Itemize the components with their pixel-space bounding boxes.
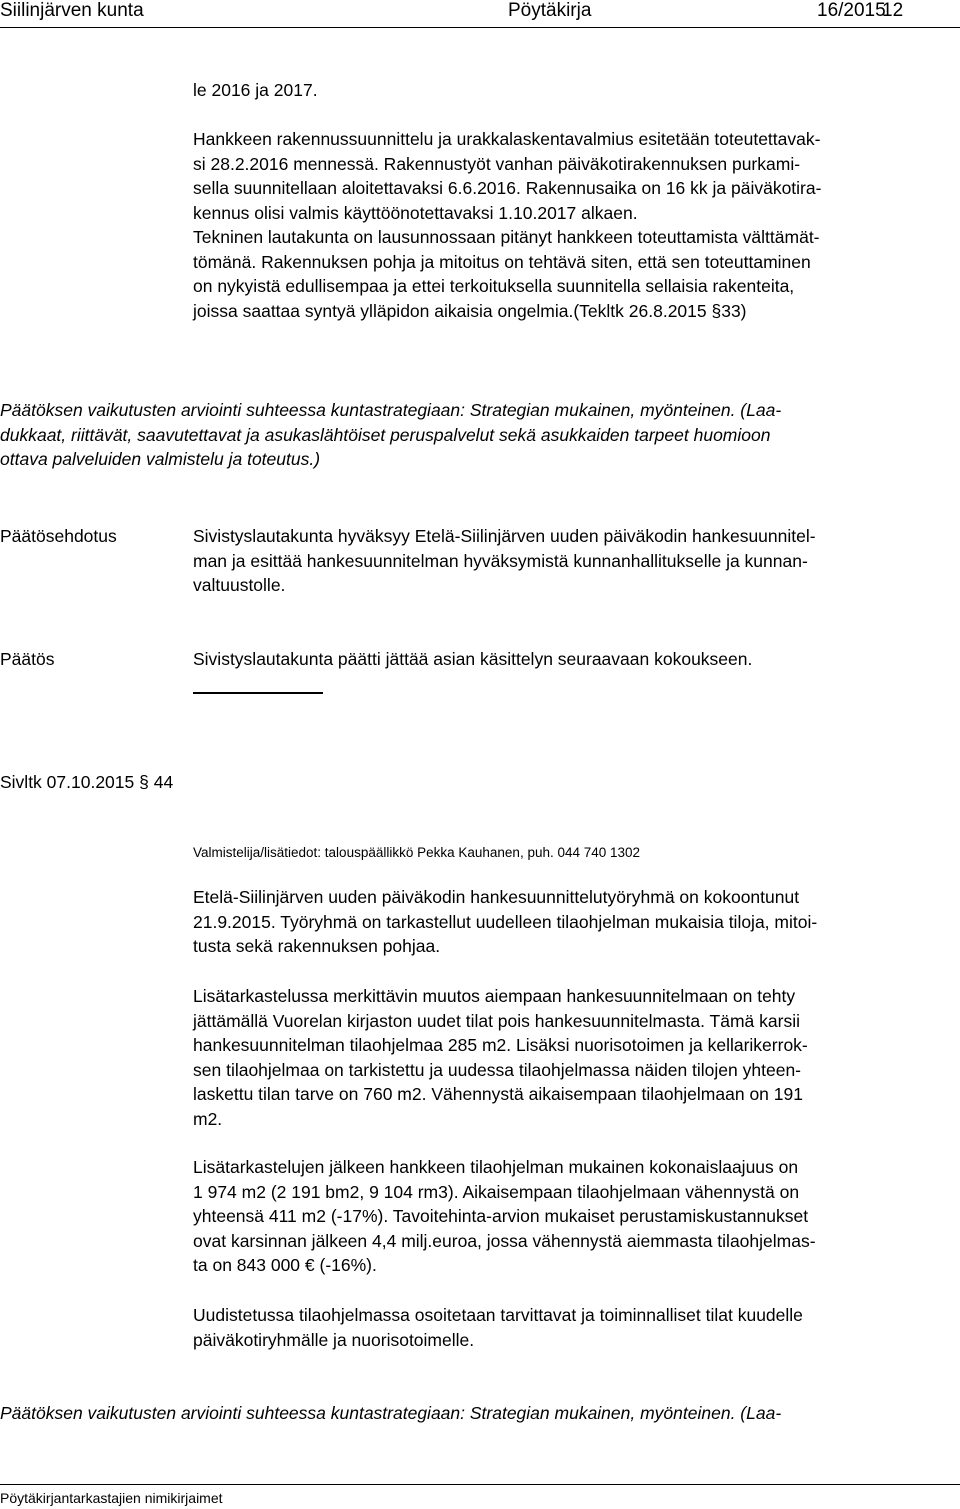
paragraph-impact-assessment	[0, 398, 781, 472]
paragraph-timeline-end	[193, 78, 318, 103]
label-proposal: Päätösehdotus	[0, 526, 117, 546]
text-line: kennus olisi valmis käyttöönotettavaksi 1.10.2017 alkaen.	[193, 202, 638, 223]
text-line: laskettu tilan tarve on 760 m2. Vähennystä aikaisempaan tilaohjelmaan on 191	[193, 1084, 803, 1104]
text-line: ottava palveluiden valmistelu ja toteutus.)	[0, 449, 321, 469]
text-line: Tekninen lautakunta on lausunnossaan pitänyt hankkeen toteuttamista välttämät-	[193, 227, 820, 247]
header-page-number: 12	[882, 0, 904, 21]
text-line: hankesuunnitelman tilaohjelmaa 285 m2. Lisäksi nuorisotoimen ja kellarikerrok-	[193, 1035, 808, 1055]
text-line: joissa saattaa syntyä ylläpidon aikaisia ongelmia.(Tekltk 26.8.2015 §33)	[193, 300, 747, 321]
footer-divider	[0, 1484, 960, 1485]
text-line: tusta sekä rakennuksen pohjaa.	[193, 936, 441, 956]
paragraph-schedule	[193, 127, 821, 225]
text-line: le 2016 ja 2017.	[193, 80, 318, 100]
footer-signatures-label: Pöytäkirjantarkastajien nimikirjaimet	[0, 1490, 223, 1506]
paragraph-changes	[193, 984, 808, 1131]
preparer-info: Valmistelija/lisätiedot: talouspäällikkö Pekka Kauhanen, puh. 044 740 1302	[193, 845, 641, 860]
text-line: Etelä-Siilinjärven uuden päiväkodin hankesuunnittelutyöryhmä on kokoontunut	[193, 887, 800, 907]
paragraph-totals	[193, 1155, 816, 1278]
meeting-heading	[0, 770, 173, 795]
text-line: ta on 843 000 € (-16%).	[193, 1255, 377, 1275]
header-document-number: 16/2015	[817, 0, 886, 21]
text-line: dukkaat, riittävät, saavutettavat ja asukaslähtöiset peruspalvelut sekä asukkaiden tarpeet huomioon	[0, 424, 771, 445]
header-organization: Siilinjärven kunta	[0, 0, 144, 21]
text-line: valtuustolle.	[193, 575, 286, 595]
paragraph-proposal	[193, 524, 816, 598]
text-line: Uudistetussa tilaohjelmassa osoitetaan tarvittavat ja toiminnalliset tilat kuudelle	[193, 1305, 803, 1325]
text-line: Lisätarkastelussa merkittävin muutos aiempaan hankesuunnitelmaan on tehty	[193, 986, 796, 1006]
text-line: sen tilaohjelmaa on tarkistettu ja uudessa tilaohjelmassa näiden tilojen yhteen-	[193, 1059, 802, 1080]
text-line: on nykyistä edullisempaa ja ettei terkoituksella suunnitella sellaisia rakenteita,	[193, 276, 795, 296]
text-line: m2.	[193, 1108, 223, 1129]
paragraph-impact-assessment-2	[0, 1401, 781, 1426]
text-line: yhteensä 411 m2 (-17%). Tavoitehinta-arvion mukaiset perustamiskustannukset	[193, 1206, 809, 1226]
text-line: ovat karsinnan jälkeen 4,4 milj.euroa, jossa vähennystä aiemmasta tilaohjelmas-	[193, 1230, 816, 1251]
header-document-type: Pöytäkirja	[508, 0, 592, 21]
paragraph-renewed-program	[193, 1303, 803, 1352]
label-decision: Päätös	[0, 649, 55, 669]
text-line: Sivistyslautakunta päätti jättää asian käsittelyn seuraavaan kokoukseen.	[193, 649, 753, 669]
text-line: jättämällä Vuorelan kirjaston uudet tilat pois hankesuunnitelmasta. Tämä karsii	[193, 1010, 800, 1031]
text-line: Päätöksen vaikutusten arviointi suhteessa kuntastrategiaan: Strategian mukainen, myönteinen. (Laa-	[0, 400, 782, 420]
text-line: 1 974 m2 (2 191 bm2, 9 104 rm3). Aikaisempaan tilaohjelmaan vähennystä on	[193, 1181, 800, 1202]
text-line: man ja esittää hankesuunnitelman hyväksymistä kunnanhallitukselle ja kunnan-	[193, 550, 808, 571]
section-separator	[193, 692, 323, 694]
text-line: Lisätarkastelujen jälkeen hankkeen tilaohjelman mukainen kokonaislaajuus on	[193, 1157, 799, 1177]
text-line: Hankkeen rakennussuunnittelu ja urakkalaskentavalmius esitetään toteutettavak-	[193, 129, 821, 149]
text-line: tömänä. Rakennuksen pohja ja mitoitus on tehtävä siten, että sen toteuttaminen	[193, 251, 811, 272]
text-line: päiväkotiryhmälle ja nuorisotoimelle.	[193, 1329, 475, 1350]
text-line: Sivistyslautakunta hyväksyy Etelä-Siilinjärven uuden päiväkodin hankesuunnitel-	[193, 526, 816, 546]
text-line: Sivltk 07.10.2015 § 44	[0, 772, 174, 792]
text-line: Päätöksen vaikutusten arviointi suhteessa kuntastrategiaan: Strategian mukainen, myönteinen. (Laa-	[0, 1403, 782, 1423]
paragraph-working-group	[193, 885, 817, 959]
paragraph-decision	[193, 647, 752, 672]
header-divider	[0, 27, 960, 28]
text-line: sella suunnitellaan aloitettavaksi 6.6.2016. Rakennusaika on 16 kk ja päiväkotira-	[193, 178, 822, 198]
paragraph-technical-board	[193, 225, 820, 323]
text-line: si 28.2.2016 mennessä. Rakennustyöt vanhan päiväkotirakennuksen purkami-	[193, 153, 801, 174]
text-line: 21.9.2015. Työryhmä on tarkastellut uudelleen tilaohjelman mukaisia tiloja, mitoi-	[193, 911, 818, 932]
